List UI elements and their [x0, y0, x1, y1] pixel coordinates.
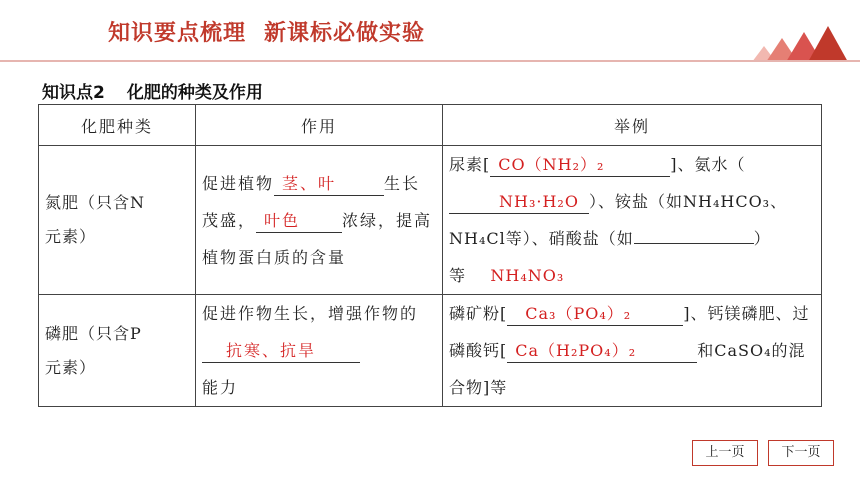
- phosphorus-example-text: 磷矿粉[: [449, 304, 508, 323]
- phosphorus-type-cell: [39, 295, 196, 407]
- nitrogen-example-text3: ）、铵盐（如NH₄HCO₃、NH₄Cl等）、硝酸盐（如: [449, 192, 788, 248]
- phosphorus-effect-text: 促进作物生长，增强作物的: [202, 304, 419, 323]
- phosphorus-example-text3: 和CaSO₄的混合物]等: [449, 341, 806, 397]
- phosphorus-effect-cell: [196, 295, 443, 407]
- section-heading: [42, 78, 263, 103]
- phosphorus-effect-answer1: 抗寒、抗旱: [202, 340, 360, 363]
- nitrogen-example-answer1: CO（NH₂）₂: [490, 154, 670, 177]
- nitrogen-type-cell: [39, 146, 196, 295]
- nitrogen-effect-text2: 生长茂盛，: [202, 173, 421, 230]
- header-example: 举例: [443, 105, 822, 146]
- nitrogen-example-text4: ）等: [449, 229, 771, 285]
- next-page-button[interactable]: 下一页: [768, 440, 834, 466]
- nitrogen-example-text2: ]、氨水（: [670, 155, 746, 174]
- triangle-decoration-icon: [752, 24, 852, 64]
- prev-page-button[interactable]: 上一页: [692, 440, 758, 466]
- section-number: 知识点2: [42, 83, 105, 103]
- nitrogen-example-answer2: NH₃·H₂O: [449, 191, 589, 214]
- phosphorus-example-answer2: Ca（H₂PO₄）₂: [507, 340, 697, 363]
- header-divider: [0, 60, 860, 62]
- phosphorus-example-cell: [443, 295, 822, 407]
- phosphorus-example-answer1: Ca₃（PO₄）₂: [507, 303, 683, 326]
- nitrogen-effect-text3: 浓绿，提高植物蛋白质的含量: [202, 210, 433, 267]
- header-title: [108, 16, 425, 47]
- table-row-phosphorus: [39, 295, 822, 407]
- table-row-nitrogen: [39, 146, 822, 295]
- header-type: 化肥种类: [39, 105, 196, 146]
- phosphorus-type-line1: 磷肥（只含P: [45, 323, 142, 343]
- nitrogen-example-blank: [634, 243, 754, 244]
- phosphorus-type-line2: 元素）: [45, 357, 97, 377]
- nitrogen-example-text: 尿素[: [449, 155, 491, 174]
- nitrogen-type-line2: 元素）: [45, 227, 97, 246]
- table-header-row: [39, 105, 822, 146]
- header-title-part2: 新课标必做实验: [264, 21, 426, 46]
- nitrogen-type-line1: 氮肥（只含N: [45, 193, 146, 212]
- nitrogen-effect-answer1: 茎、叶: [274, 173, 384, 196]
- nitrogen-example-cell: [443, 146, 822, 295]
- nitrogen-effect-answer2: 叶色: [256, 210, 342, 233]
- nitrogen-effect-cell: [196, 146, 443, 295]
- phosphorus-effect-text2: 能力: [202, 378, 239, 397]
- fertilizer-table: [38, 104, 822, 407]
- header-title-part1: 知识要点梳理: [108, 21, 247, 46]
- nitrogen-effect-text: 促进植物: [202, 173, 275, 193]
- section-title: 化肥的种类及作用: [126, 83, 263, 103]
- header-effect: 作用: [196, 105, 443, 146]
- phosphorus-example-text2: ]、钙镁磷肥、过磷酸钙[: [449, 304, 810, 360]
- nitrogen-example-answer3: NH₄NO₃: [490, 266, 565, 285]
